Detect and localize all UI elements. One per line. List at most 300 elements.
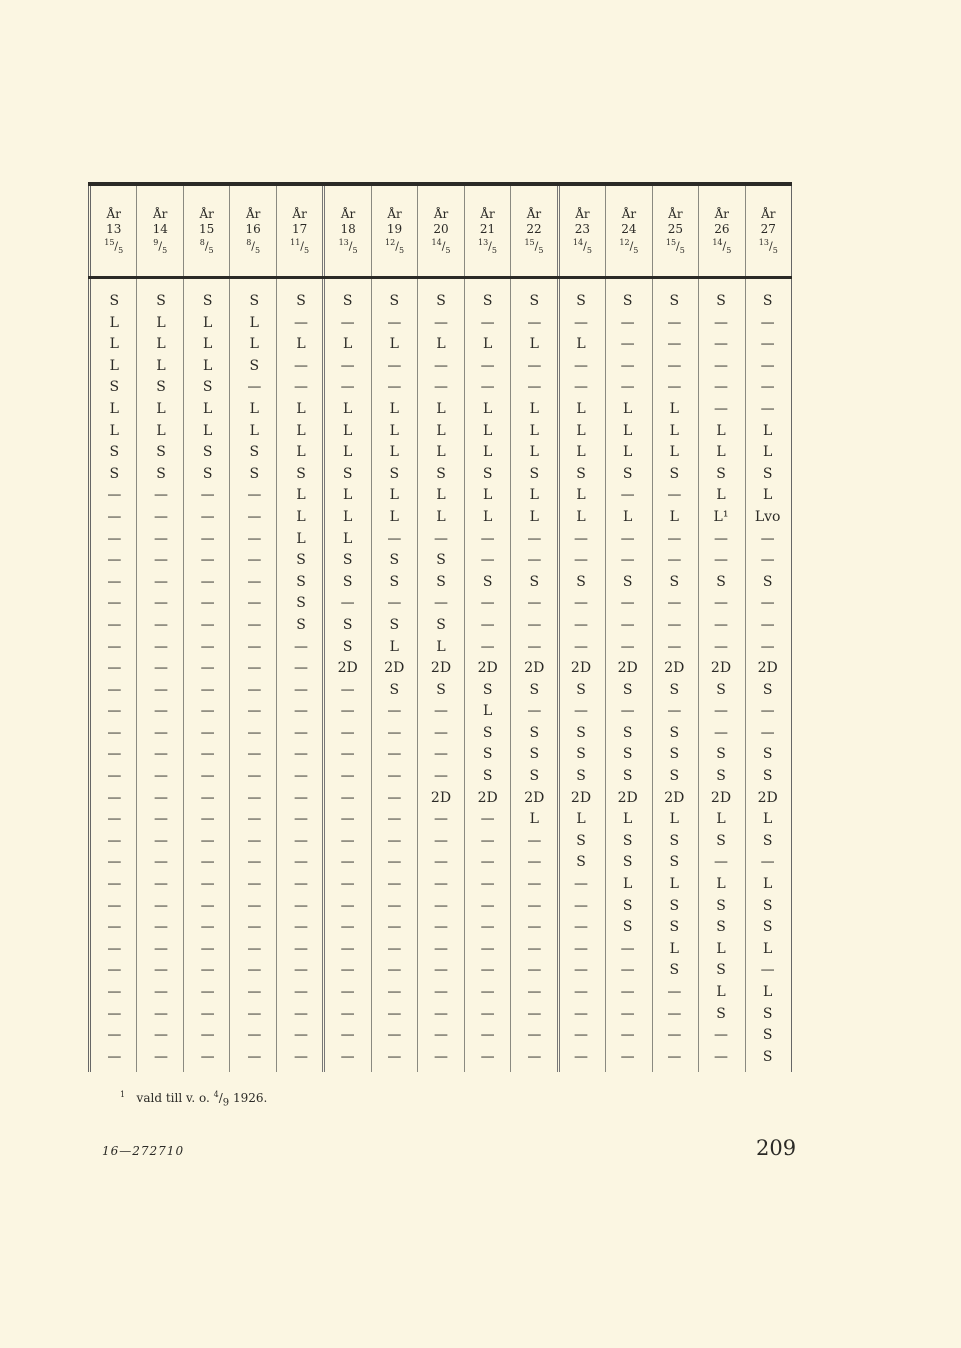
table-cell: Lvo — [754, 508, 781, 525]
table-cell: — — [667, 638, 682, 655]
table-cell: — — [200, 530, 215, 547]
table-cell: S — [389, 465, 400, 482]
table-cell: — — [293, 746, 308, 763]
table-cell: S — [389, 573, 400, 590]
table-cell: — — [573, 919, 588, 936]
table-cell: — — [527, 897, 542, 914]
table-cell: 2D — [477, 789, 498, 806]
table-cell: S — [716, 293, 726, 309]
table-cell: — — [200, 660, 215, 677]
table-cell: — — [247, 1027, 262, 1044]
table-cell: — — [480, 357, 495, 374]
table-cell: S — [762, 1005, 773, 1022]
table-cell: — — [293, 940, 308, 957]
header-label: År — [714, 207, 730, 221]
table-row — [91, 723, 791, 745]
header-date-month: 5 — [352, 245, 358, 255]
table-cell: — — [107, 940, 122, 957]
table-cell: — — [573, 703, 588, 720]
table-cell: — — [387, 789, 402, 806]
table-cell: 2D — [337, 660, 358, 677]
table-row — [91, 334, 791, 356]
table-cell: S — [156, 465, 166, 482]
table-cell: S — [342, 638, 353, 655]
table-cell: L — [249, 314, 259, 331]
header-label: År — [761, 207, 776, 221]
table-cell: S — [576, 832, 586, 849]
header-year: 14 — [152, 222, 168, 236]
table-cell: — — [713, 616, 728, 633]
table-cell: — — [107, 638, 122, 655]
table-cell: 2D — [384, 660, 405, 677]
table-cell: S — [576, 681, 586, 698]
column-header — [137, 186, 183, 276]
table-cell: — — [387, 832, 402, 849]
table-cell: — — [340, 854, 355, 871]
table-cell: — — [527, 357, 542, 374]
table-row — [91, 680, 791, 702]
table-cell: — — [620, 1005, 635, 1022]
table-cell: — — [200, 487, 215, 504]
table-cell: S — [669, 465, 680, 482]
table-cell: S — [669, 832, 680, 849]
table-cell: — — [107, 811, 122, 828]
table-row — [91, 356, 791, 378]
footnote-day: 4 — [213, 1090, 219, 1099]
table-cell: L — [296, 508, 306, 525]
table-cell: L — [669, 811, 679, 828]
table-cell: S — [249, 465, 260, 482]
table-cell: S — [716, 746, 726, 763]
table-cell: — — [760, 400, 775, 417]
table-cell: L — [529, 508, 539, 525]
table-cell: — — [200, 552, 215, 569]
header-date: $^9/_5$ — [153, 238, 168, 255]
table-row — [91, 550, 791, 572]
table-cell: — — [107, 897, 122, 914]
table-cell: L — [156, 357, 166, 374]
table-cell: S — [202, 444, 213, 461]
table-cell: — — [107, 660, 122, 677]
table-cell: L — [109, 314, 119, 331]
table-cell: — — [200, 595, 215, 612]
table-cell: — — [340, 789, 355, 806]
table-cell: — — [153, 595, 168, 612]
header-year: 17 — [291, 222, 308, 236]
table-cell: L — [389, 487, 399, 504]
table-cell: — — [387, 984, 402, 1000]
table-cell: — — [107, 962, 122, 979]
table-cell: — — [340, 876, 355, 893]
header-label: År — [199, 207, 214, 221]
table-cell: — — [573, 1005, 588, 1022]
table-cell: S — [576, 854, 586, 871]
table-cell: S — [716, 897, 726, 914]
table-cell: S — [762, 573, 773, 590]
table-cell: — — [387, 811, 402, 828]
table-cell: L — [203, 336, 213, 353]
table-cell: L — [156, 314, 166, 331]
table-cell: — — [667, 314, 682, 331]
table-row — [91, 529, 791, 551]
table-cell: — — [293, 1048, 308, 1065]
table-row — [91, 852, 791, 874]
header-year: 26 — [714, 222, 730, 236]
table-cell: S — [622, 897, 633, 914]
table-cell: — — [713, 1048, 728, 1065]
header-date-month: 5 — [445, 245, 451, 255]
table-cell: — — [480, 595, 495, 612]
table-cell: S — [622, 746, 633, 763]
table-cell: — — [293, 681, 308, 698]
table-cell: — — [340, 379, 355, 396]
table-cell: S — [576, 465, 586, 482]
header-date: $^{13}/_5$ — [338, 238, 358, 255]
header-date: $^{12}/_5$ — [619, 238, 639, 255]
table-cell: L — [436, 487, 446, 504]
table-cell: — — [340, 832, 355, 849]
table-row — [91, 831, 791, 853]
table-cell: S — [669, 293, 680, 309]
table-cell: — — [760, 962, 775, 979]
table-cell: — — [107, 919, 122, 936]
table-cell: L — [296, 422, 306, 439]
table-cell: S — [669, 962, 680, 979]
table-cell: — — [387, 1005, 402, 1022]
table-cell: L — [483, 336, 493, 353]
header-label: År — [340, 207, 356, 221]
header-date-day: 9 — [153, 238, 159, 247]
table-cell: L — [576, 444, 586, 461]
header-date: $^{15}/_5$ — [104, 238, 124, 255]
table-cell: L — [343, 487, 353, 504]
page-id: 16—272710 — [102, 1144, 185, 1158]
table-cell: L — [716, 876, 726, 893]
table-cell: S — [622, 832, 633, 849]
table-cell: — — [293, 811, 308, 828]
table-cell: — — [620, 703, 635, 720]
table-cell: S — [482, 724, 493, 741]
table-cell: L — [623, 400, 633, 417]
table-cell: — — [247, 508, 262, 525]
table-cell: — — [153, 789, 168, 806]
table-cell: L — [343, 400, 353, 417]
table-cell: S — [296, 616, 306, 633]
header-date-day: 11 — [290, 238, 301, 247]
table-cell: — — [340, 724, 355, 741]
table-row — [91, 507, 791, 529]
table-cell: S — [762, 746, 773, 763]
table-cell: S — [716, 962, 726, 979]
table-cell: L — [249, 336, 259, 353]
table-cell: L — [343, 508, 353, 525]
table-cell: S — [436, 681, 446, 698]
data-table — [88, 182, 792, 1072]
header-label: År — [106, 207, 121, 221]
table-cell: L — [203, 422, 213, 439]
header-year: 16 — [245, 222, 261, 236]
table-cell: — — [760, 616, 775, 633]
table-cell: — — [153, 487, 168, 504]
header-date-day: 15 — [665, 238, 677, 247]
header-date: $^{11}/_5$ — [290, 238, 310, 255]
table-cell: — — [760, 530, 775, 547]
header-label: År — [292, 207, 307, 221]
table-cell: — — [527, 595, 542, 612]
table-cell: S — [716, 1005, 726, 1022]
table-cell: L — [716, 444, 726, 461]
table-cell: S — [716, 465, 726, 482]
header-date: $^{13}/_5$ — [758, 238, 778, 255]
table-row — [91, 766, 791, 788]
table-cell: L — [763, 487, 773, 504]
table-cell: — — [153, 768, 168, 785]
header-year: 25 — [667, 222, 683, 236]
table-cell: — — [433, 314, 448, 331]
table-cell: — — [247, 876, 262, 893]
table-row — [91, 485, 791, 507]
table-cell: — — [200, 573, 215, 590]
table-cell: L — [109, 422, 119, 439]
table-cell: — — [293, 876, 308, 893]
table-row — [91, 464, 791, 486]
table-cell: — — [760, 595, 775, 612]
table-cell: S — [482, 293, 493, 309]
table-cell: — — [153, 1048, 168, 1065]
table-cell: — — [480, 919, 495, 936]
table-cell: S — [529, 573, 540, 590]
table-cell: — — [293, 789, 308, 806]
table-cell: S — [529, 768, 540, 785]
table-cell: — — [107, 789, 122, 806]
column-header — [746, 186, 791, 276]
table-cell: S — [436, 616, 446, 633]
table-cell: — — [480, 876, 495, 893]
header-date-month: 5 — [772, 245, 778, 255]
table-cell: L — [436, 444, 446, 461]
table-cell: — — [573, 530, 588, 547]
table-cell: L — [389, 336, 399, 353]
table-row — [91, 442, 791, 464]
table-cell: L — [109, 336, 119, 353]
header-date-month: 5 — [162, 245, 168, 255]
table-cell: L — [389, 400, 399, 417]
table-cell: — — [620, 616, 635, 633]
table-cell: — — [527, 314, 542, 331]
column-header — [91, 186, 137, 276]
table-cell: — — [107, 552, 122, 569]
table-cell: — — [620, 1027, 635, 1044]
table-cell: 2D — [664, 789, 685, 806]
table-cell: L — [296, 530, 306, 547]
table-cell: — — [107, 984, 122, 1000]
table-cell: — — [480, 530, 495, 547]
table-cell: L — [296, 336, 306, 353]
table-cell: — — [247, 919, 262, 936]
table-cell: — — [293, 703, 308, 720]
header-label: År — [245, 207, 261, 221]
table-cell: — — [247, 832, 262, 849]
table-cell: — — [713, 703, 728, 720]
header-year: 27 — [760, 222, 776, 236]
table-cell: L — [716, 984, 726, 1000]
table-cell: — — [620, 530, 635, 547]
table-cell: L — [529, 444, 539, 461]
table-cell: — — [153, 811, 168, 828]
table-cell: L — [389, 508, 399, 525]
table-cell: S — [762, 1027, 773, 1044]
table-cell: — — [573, 638, 588, 655]
table-cell: S — [622, 681, 633, 698]
table-cell: S — [389, 293, 400, 309]
table-cell: — — [433, 940, 448, 957]
table-cell: — — [247, 573, 262, 590]
table-cell: — — [200, 984, 215, 1000]
table-cell: S — [109, 293, 120, 309]
table-cell: L — [203, 357, 213, 374]
table-cell: S — [529, 724, 540, 741]
table-cell: — — [153, 876, 168, 893]
table-cell: S — [622, 724, 633, 741]
table-header — [88, 186, 792, 276]
table-cell: S — [669, 919, 680, 936]
table-cell: — — [153, 962, 168, 979]
table-cell: — — [667, 1048, 682, 1065]
header-date: $^{13}/_5$ — [477, 238, 497, 255]
table-cell: S — [622, 854, 633, 871]
table-cell: — — [387, 595, 402, 612]
table-cell: L — [389, 422, 399, 439]
table-cell: — — [760, 703, 775, 720]
table-cell: — — [153, 854, 168, 871]
table-cell: — — [293, 984, 308, 1000]
header-date: $^{14}/_5$ — [572, 238, 592, 255]
table-cell: L — [716, 422, 726, 439]
header-date: $^8/_5$ — [246, 238, 261, 255]
table-cell: — — [527, 530, 542, 547]
header-label: År — [621, 207, 637, 221]
table-cell: — — [107, 573, 122, 590]
table-cell: 2D — [617, 789, 638, 806]
table-cell: 2D — [430, 789, 452, 806]
table-cell: S — [762, 1048, 773, 1065]
table-cell: — — [107, 530, 122, 547]
table-cell: S — [622, 919, 633, 936]
table-cell: — — [713, 530, 728, 547]
table-cell: S — [622, 293, 633, 309]
table-cell: — — [247, 595, 262, 612]
table-cell: — — [527, 1005, 542, 1022]
header-date-day: 14 — [431, 238, 442, 247]
table-cell: — — [247, 552, 262, 569]
column-header — [372, 186, 418, 276]
table-cell: — — [527, 638, 542, 655]
table-cell: — — [527, 962, 542, 979]
table-cell: L — [156, 400, 166, 417]
table-cell: — — [667, 984, 682, 1000]
table-cell: — — [527, 552, 542, 569]
table-cell: L — [576, 487, 586, 504]
table-cell: — — [293, 768, 308, 785]
table-cell: — — [480, 832, 495, 849]
table-row — [91, 982, 791, 1004]
table-cell: — — [247, 1005, 262, 1022]
table-cell: — — [573, 940, 588, 957]
table-cell: — — [247, 530, 262, 547]
table-cell: — — [573, 552, 588, 569]
header-label: År — [480, 207, 495, 221]
table-cell: — — [760, 724, 775, 741]
table-cell: L — [343, 444, 353, 461]
table-cell: — — [620, 552, 635, 569]
table-cell: — — [247, 984, 262, 1000]
header-date-day: 14 — [712, 238, 723, 247]
table-cell: — — [107, 1027, 122, 1044]
header-year: 24 — [621, 222, 637, 236]
table-cell: — — [480, 552, 495, 569]
column-header — [277, 186, 325, 276]
table-cell: — — [667, 379, 682, 396]
table-cell: S — [762, 465, 773, 482]
table-cell: — — [247, 962, 262, 979]
table-cell: S — [342, 616, 353, 633]
table-cell: — — [200, 1048, 215, 1065]
table-cell: — — [200, 681, 215, 698]
table-cell: 2D — [710, 660, 732, 677]
column-header — [653, 186, 699, 276]
header-label: År — [526, 207, 542, 221]
table-cell: L — [483, 508, 493, 525]
table-cell: — — [293, 379, 308, 396]
table-cell: — — [153, 530, 168, 547]
table-cell: — — [200, 919, 215, 936]
table-cell: — — [340, 940, 355, 957]
table-row — [91, 701, 791, 723]
table-cell: L — [343, 336, 353, 353]
table-cell: — — [200, 789, 215, 806]
header-date-day: 13 — [758, 238, 769, 247]
table-cell: — — [573, 984, 588, 1000]
table-cell: S — [482, 573, 493, 590]
table-cell: — — [387, 897, 402, 914]
table-cell: — — [247, 1048, 262, 1065]
table-cell: L¹ — [713, 508, 729, 525]
header-date-month: 5 — [538, 245, 544, 255]
table-cell: S — [202, 379, 213, 396]
table-cell: S — [296, 573, 306, 590]
table-cell: — — [480, 984, 495, 1000]
table-cell: — — [667, 703, 682, 720]
table-cell: — — [433, 1027, 448, 1044]
column-header — [230, 186, 276, 276]
table-cell: — — [153, 832, 168, 849]
header-label: År — [153, 207, 168, 221]
table-cell: — — [620, 940, 635, 957]
table-cell: — — [153, 746, 168, 763]
table-cell: 2D — [570, 789, 592, 806]
table-cell: — — [480, 1048, 495, 1065]
table-cell: — — [667, 595, 682, 612]
table-cell: — — [433, 768, 448, 785]
table-cell: — — [153, 660, 168, 677]
table-cell: — — [293, 919, 308, 936]
table-cell: L — [343, 530, 353, 547]
table-cell: S — [482, 746, 493, 763]
table-cell: S — [529, 746, 540, 763]
table-cell: — — [573, 357, 588, 374]
table-cell: L — [716, 811, 726, 828]
table-cell: — — [573, 1048, 588, 1065]
